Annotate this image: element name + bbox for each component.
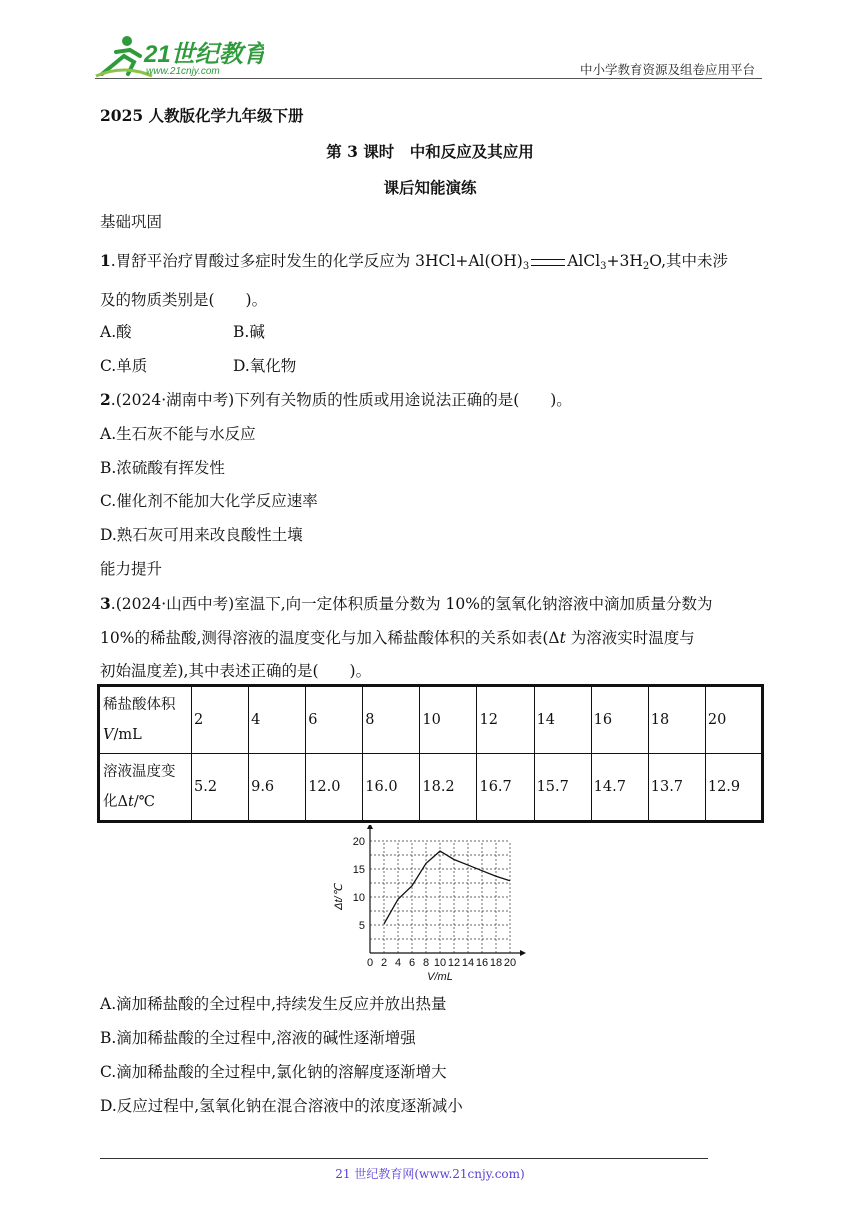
table-cell: 16.0 (363, 754, 420, 822)
table-cell: 14 (534, 686, 591, 754)
question-1: 1.胃舒平治疗胃酸过多症时发生的化学反应为 $3HCl+Al(OH)_3$ $AlCl_3+3H_2O$,其中未涉 (100, 251, 729, 272)
book-title: 2025 人教版化学九年级下册 (100, 106, 304, 125)
table-cell: 10 (420, 686, 477, 754)
table-cell: 4 (249, 686, 306, 754)
q2-option-d: D.熟石灰可用来改良酸性土壤 (100, 526, 303, 544)
site-logo (94, 34, 264, 78)
header-slogan: 中小学教育资源及组卷应用平台 (579, 62, 755, 77)
x-axis-arrow-icon (520, 950, 526, 956)
x-axis-label: V/mL (427, 971, 453, 983)
table-cell: 13.7 (648, 754, 705, 822)
q2-option-a: A.生石灰不能与水反应 (100, 425, 256, 443)
table-cell: 2 (192, 686, 249, 754)
y-axis-arrow-icon (367, 825, 373, 829)
table-cell: 18.2 (420, 754, 477, 822)
footer-divider (100, 1158, 708, 1159)
x-tick-label: 10 (433, 957, 447, 969)
table-cell: 6 (306, 686, 363, 754)
runner-logo-icon (94, 34, 264, 78)
table-cell: 16 (591, 686, 648, 754)
footer-text: 21 世纪教育网(www.21cnjy.com) (335, 1167, 525, 1181)
table-row (99, 686, 763, 754)
table-cell: 9.6 (249, 754, 306, 822)
table-cell: 14.7 (591, 754, 648, 822)
table-cell: 8 (363, 686, 420, 754)
table-cell: 12.0 (306, 754, 363, 822)
header-divider (95, 78, 762, 79)
y-axis-label: Δt/℃ (333, 884, 345, 910)
question-number: 2 (100, 390, 111, 409)
table-header-cell: 稀盐酸体积 V/mL (99, 686, 192, 754)
table-header-cell: 溶液温度变 化Δt/℃ (99, 754, 192, 822)
section-title: 课后知能演练 (383, 178, 477, 197)
question-1-line2: 及的物质类别是( )。 (100, 291, 268, 309)
q1-option-d: D.氧化物 (233, 357, 297, 375)
equals-sign-icon (531, 259, 565, 266)
lesson-title: 第 3 课时 中和反应及其应用 (326, 142, 534, 161)
q3-option-d: D.反应过程中,氢氧化钠在混合溶液中的浓度逐渐减小 (100, 1097, 463, 1115)
table-cell: 5.2 (192, 754, 249, 822)
table-row (99, 754, 763, 822)
table-cell: 16.7 (477, 754, 534, 822)
logo-text: 21世纪教育 (144, 41, 264, 68)
question-3: 3.(2024·山西中考)室温下,向一定体积质量分数为 10%的氢氧化钠溶液中滴加质量分数为 (100, 594, 713, 613)
x-tick-label: 2 (380, 957, 388, 969)
q3-option-c: C.滴加稀盐酸的全过程中,氯化钠的溶解度逐渐增大 (100, 1063, 447, 1081)
q3-option-b: B.滴加稀盐酸的全过程中,溶液的碱性逐渐增强 (100, 1029, 416, 1047)
question-number: 1 (100, 251, 111, 270)
y-tick-label: 10 (352, 892, 365, 904)
y-tick-label: 5 (358, 920, 365, 932)
x-tick-label: 0 (366, 957, 374, 969)
part-basic-heading: 基础巩固 (100, 213, 163, 231)
question-2: 2.(2024·湖南中考)下列有关物质的性质或用途说法正确的是( )。 (100, 390, 572, 409)
data-table (97, 684, 764, 823)
q1-option-c: C.单质 (100, 357, 148, 375)
table-cell: 12.9 (705, 754, 762, 822)
table-cell: 20 (705, 686, 762, 754)
q3-option-a: A.滴加稀盐酸的全过程中,持续发生反应并放出热量 (100, 995, 447, 1013)
q1-option-b: B.碱 (233, 323, 265, 341)
logo-url-text: www.21cnjy.com (146, 66, 220, 77)
question-3-line2: 10%的稀盐酸,测得溶液的温度变化与加入稀盐酸体积的关系如表(Δt 为溶液实时温度与 (100, 629, 695, 647)
x-tick-label: 12 (447, 957, 461, 969)
q1-option-a: A.酸 (100, 323, 132, 341)
x-tick-label: 8 (422, 957, 430, 969)
x-tick-label: 14 (461, 957, 475, 969)
q2-option-b: B.浓硫酸有挥发性 (100, 459, 225, 477)
x-tick-label: 20 (503, 957, 517, 969)
y-tick-label: 15 (352, 864, 365, 876)
x-tick-label: 6 (408, 957, 416, 969)
chart-svg (330, 825, 530, 990)
table-cell: 18 (648, 686, 705, 754)
table-cell: 12 (477, 686, 534, 754)
temperature-chart (330, 825, 530, 990)
question-3-line3: 初始温度差),其中表述正确的是( )。 (100, 662, 372, 680)
x-tick-label: 16 (475, 957, 489, 969)
q2-option-c: C.催化剂不能加大化学反应速率 (100, 492, 318, 510)
table-cell: 15.7 (534, 754, 591, 822)
y-tick-label: 20 (352, 836, 365, 848)
part-advanced-heading: 能力提升 (100, 560, 163, 578)
x-tick-label: 4 (394, 957, 402, 969)
x-tick-label: 18 (489, 957, 503, 969)
series-line (384, 851, 510, 924)
question-number: 3 (100, 594, 111, 613)
